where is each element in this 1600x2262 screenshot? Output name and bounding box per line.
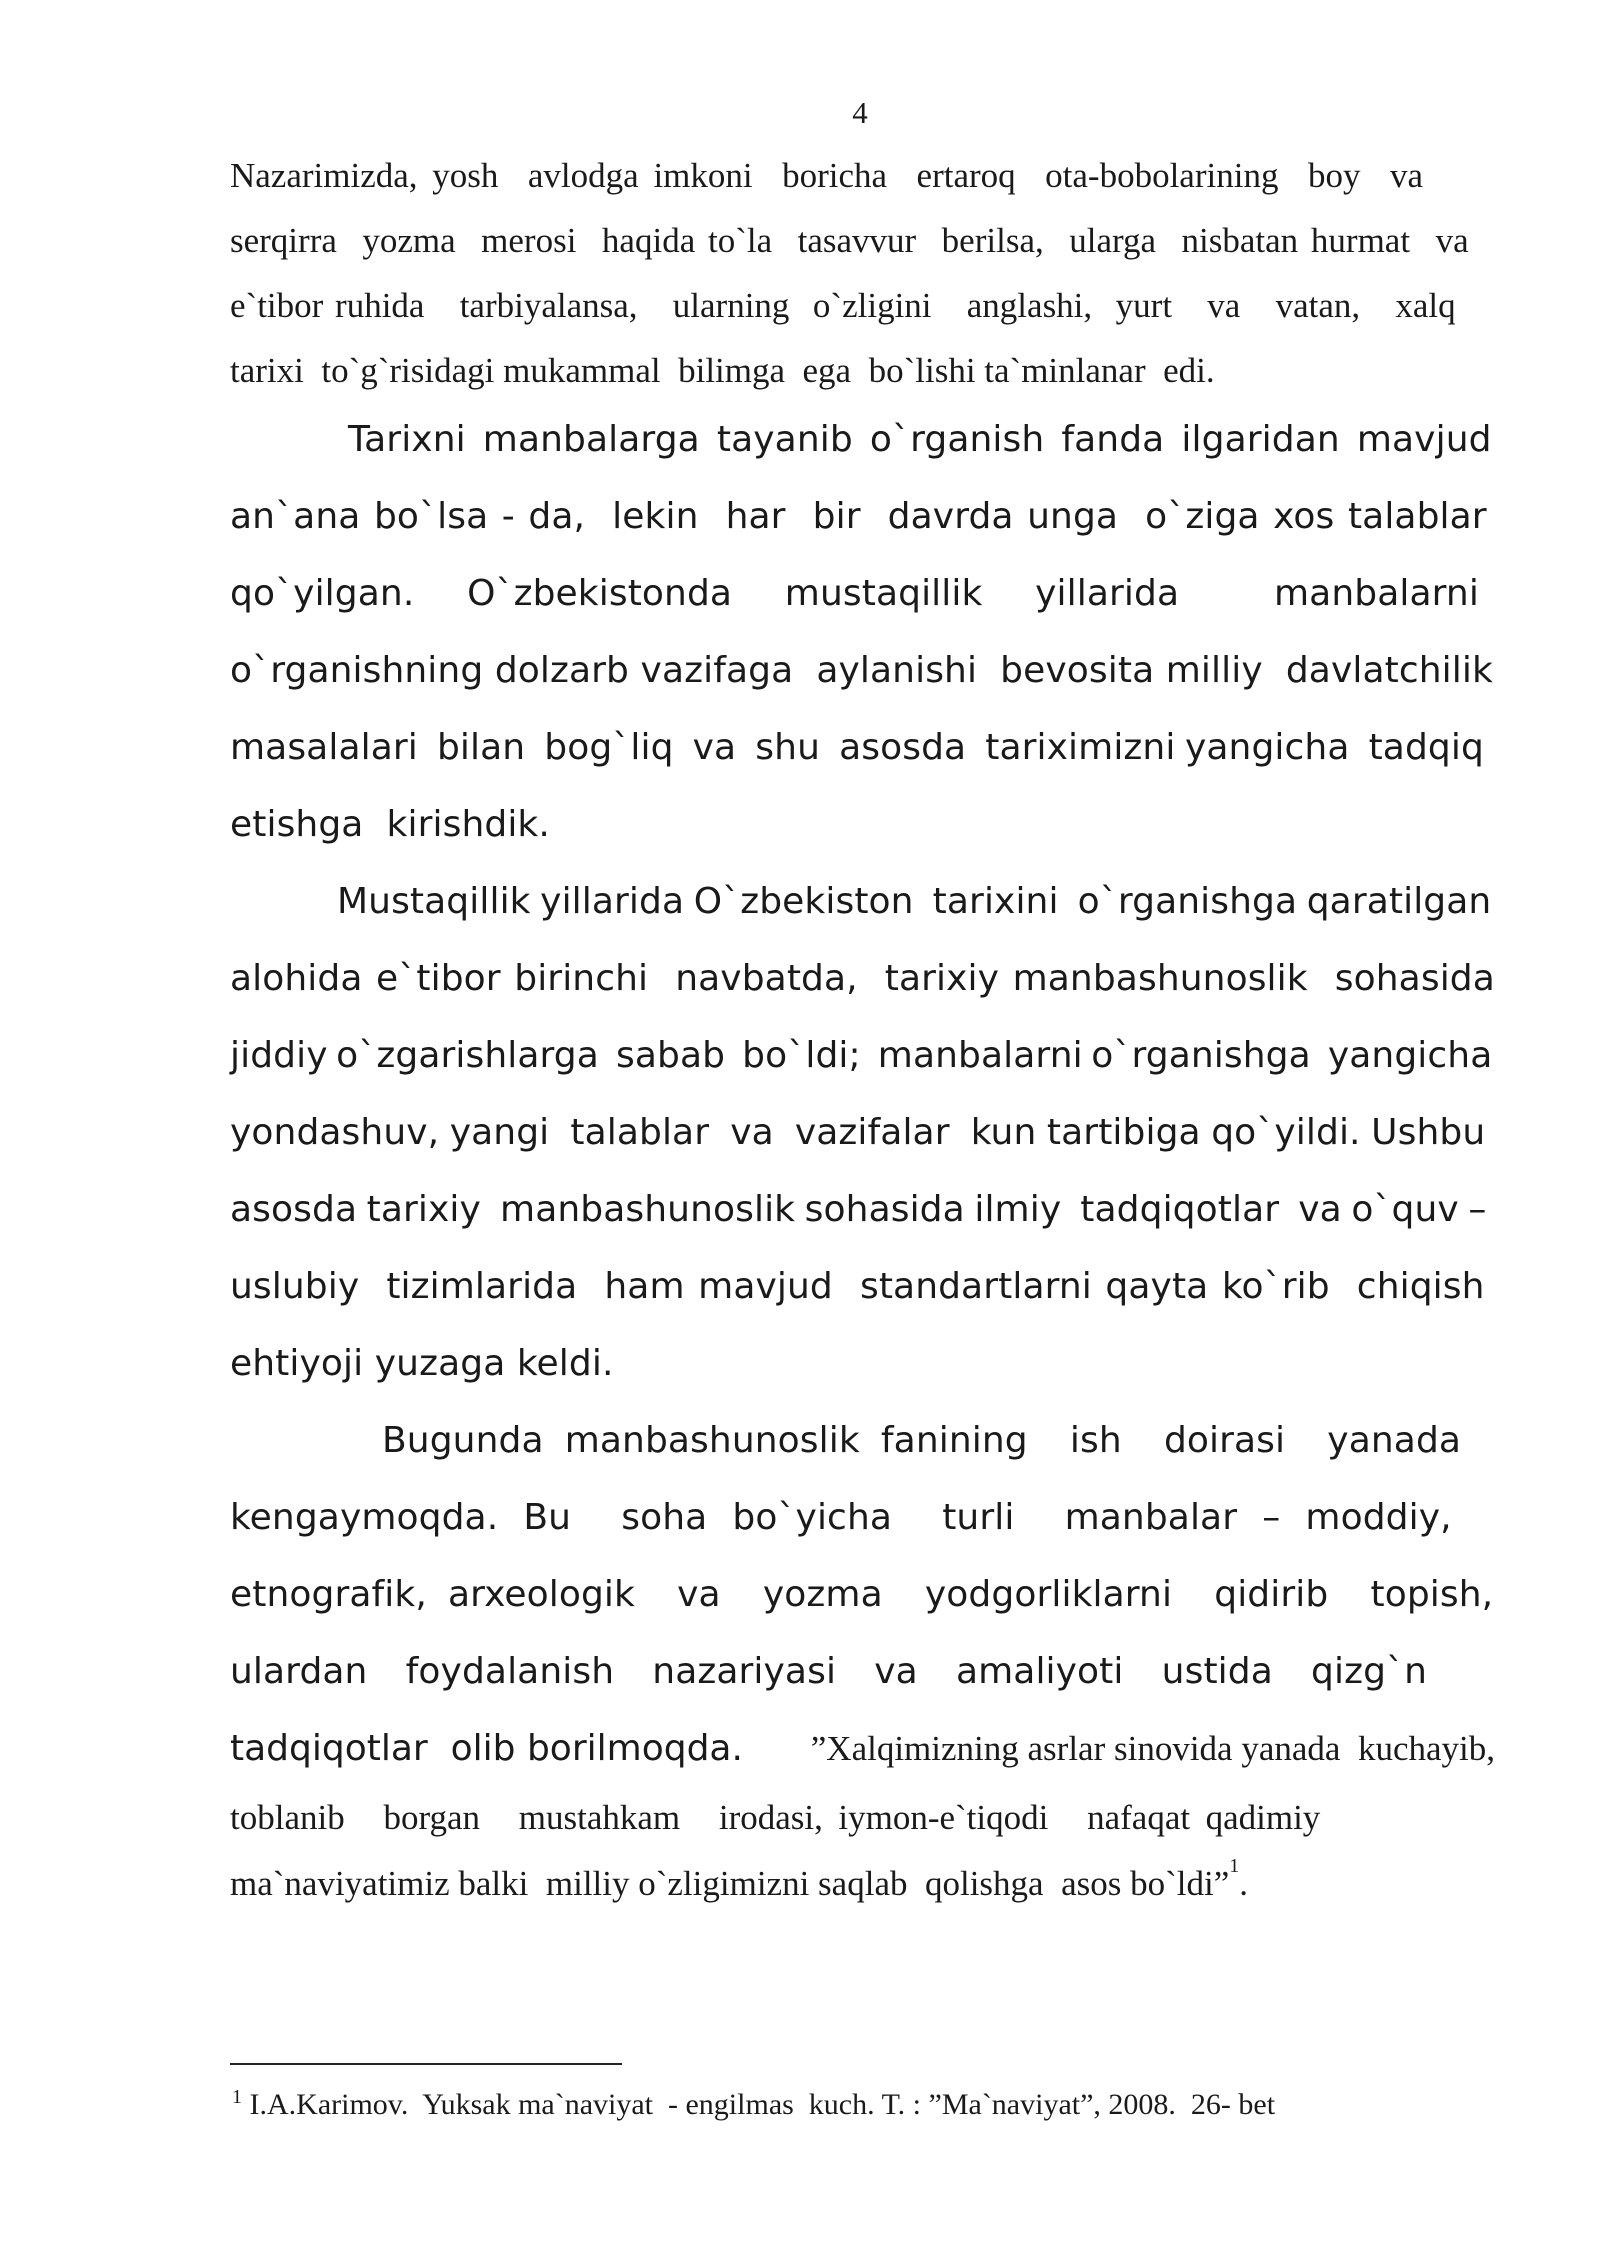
line-text: serqirra yozma merosi haqida to`la tasavvur berilsa, ularga nisbatan hurmat va (230, 221, 1469, 260)
paragraph-2-line (230, 496, 1495, 537)
quote-text: ”Xalqimizning asrlar sinovida yanada kuchayib, (810, 1729, 1495, 1768)
line-text: alohida e`tibor birinchi navbatda, tarixiy manbashunoslik sohasida (230, 958, 1495, 999)
line-text: etishga kirishdik. (230, 804, 550, 845)
line-text: kengaymoqda. Bu soha bo`yicha turli manbalar – moddiy, (230, 1497, 1452, 1538)
paragraph-2-line (230, 650, 1495, 691)
line-text: o`rganishning dolzarb vazifaga aylanishi bevosita milliy davlatchilik (230, 650, 1493, 691)
paragraph-1-line (230, 223, 1495, 258)
paragraph-3-line (230, 1343, 1495, 1384)
paragraph-2-line (348, 419, 1495, 460)
paragraph-1-line (230, 158, 1495, 193)
paragraph-4-line (230, 1651, 1495, 1692)
line-text: tadqiqotlar olib borilmoqda. (230, 1728, 743, 1769)
paragraph-4-line (382, 1420, 1495, 1461)
paragraph-3-line (337, 881, 1495, 922)
line-text: ulardan foydalanish nazariyasi va amaliyoti ustida qizg`n (230, 1651, 1428, 1692)
line-text: etnografik, arxeologik va yozma yodgorliklarni qidirib topish, (230, 1574, 1494, 1615)
line-text: an`ana bo`lsa - da, lekin har bir davrda unga o`ziga xos talablar (230, 496, 1487, 537)
line-text: asosda tarixiy manbashunoslik sohasida ilmiy tadqiqotlar va o`quv – (230, 1189, 1487, 1230)
footnote-text: I.A.Karimov. Yuksak ma`naviyat - engilmas kuch. T. : ”Ma`naviyat”, 2008. 26- bet (242, 2088, 1276, 2121)
paragraph-4-line (230, 1497, 1495, 1538)
footnote-separator (230, 2063, 622, 2065)
quote-text: ma`naviyatimiz balki milliy o`zligimizni saqlab qolishga asos bo`ldi” (230, 1864, 1230, 1903)
line-text: masalalari bilan bog`liq va shu asosda tariximizni yangicha tadqiq (230, 727, 1484, 768)
quote-text: toblanib borgan mustahkam irodasi, iymon-e`tiqodi nafaqat qadimiy (230, 1798, 1321, 1837)
line-text: tarixi to`g`risidagi mukammal bilimga ega bo`lishi ta`minlanar edi. (230, 351, 1215, 390)
paragraph-1-line (230, 353, 1495, 388)
quote-end: . (1239, 1864, 1248, 1903)
paragraph-2-line (230, 573, 1495, 614)
paragraph-2-line (230, 727, 1495, 768)
footnote-reference[interactable]: 1 (1229, 1855, 1240, 1877)
paragraph-3-line (230, 958, 1495, 999)
paragraph-3-line (230, 1189, 1495, 1230)
footnote-mark: 1 (232, 2086, 242, 2108)
paragraph-4-line (230, 1728, 1495, 1769)
paragraph-3-line (230, 1266, 1495, 1307)
paragraph-3-line (230, 1035, 1495, 1076)
paragraph-1-line (230, 288, 1495, 323)
line-text: Mustaqillik yillarida O`zbekiston tarixini o`rganishga qaratilgan (337, 881, 1492, 922)
footnote (232, 2088, 1275, 2122)
line-text: jiddiy o`zgarishlarga sabab bo`ldi; manbalarni o`rganishga yangicha (230, 1035, 1493, 1076)
line-text: e`tibor ruhida tarbiyalansa, ularning o`zligini anglashi, yurt va vatan, xalq (230, 286, 1456, 325)
page-number: 4 (852, 95, 868, 130)
line-text: uslubiy tizimlarida ham mavjud standartlarni qayta ko`rib chiqish (230, 1266, 1485, 1307)
paragraph-4-line (230, 1800, 1495, 1835)
paragraph-2-line (230, 804, 1495, 845)
line-text: yondashuv, yangi talablar va vazifalar kun tartibiga qo`yildi. Ushbu (230, 1112, 1486, 1153)
paragraph-4-line (230, 1574, 1495, 1615)
line-text: Tarixni manbalarga tayanib o`rganish fanda ilgaridan mavjud (348, 419, 1492, 460)
line-text: Nazarimizda, yosh avlodga imkoni boricha ertaroq ota-bobolarining boy va (230, 156, 1423, 195)
line-text: Bugunda manbashunoslik fanining ish doirasi yanada (382, 1420, 1462, 1461)
paragraph-3-line (230, 1112, 1495, 1153)
paragraph-4-line (230, 1855, 1495, 1903)
line-text: ehtiyoji yuzaga keldi. (230, 1343, 614, 1384)
line-text: qo`yilgan. O`zbekistonda mustaqillik yillarida manbalarni (230, 573, 1479, 614)
